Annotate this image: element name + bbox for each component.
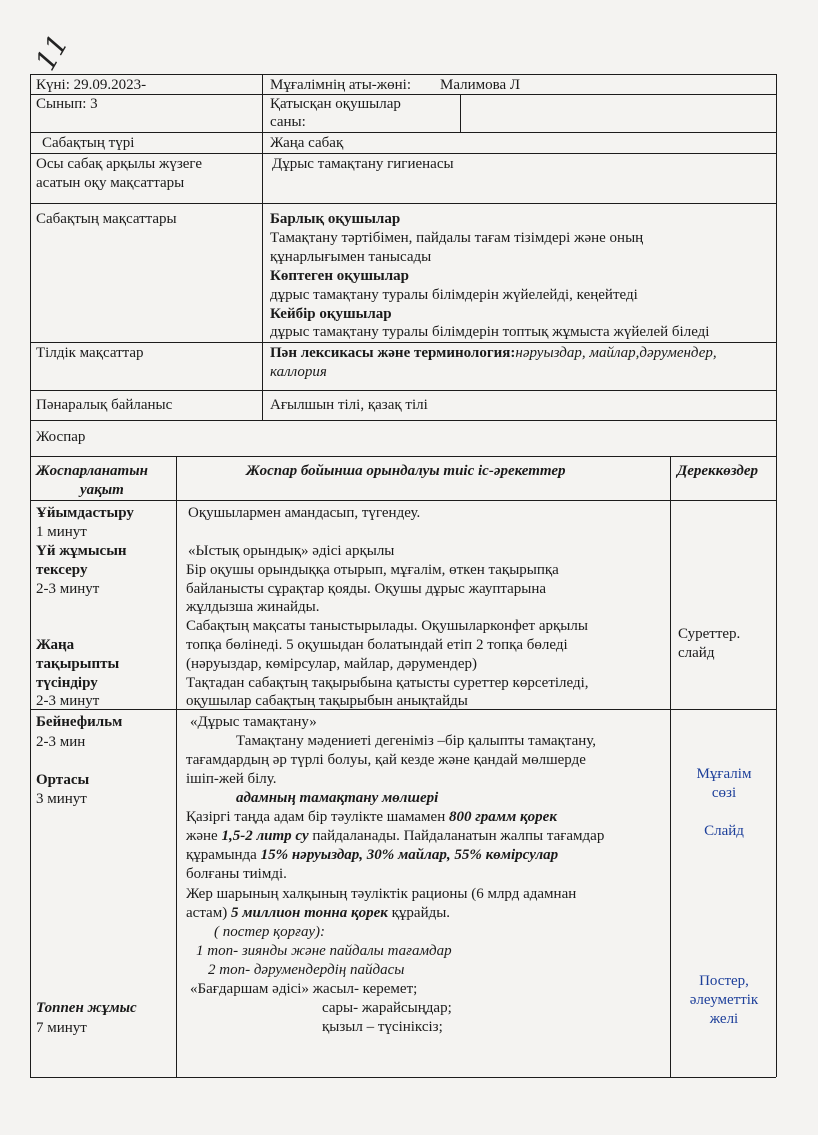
students-label-2: саны: bbox=[270, 114, 306, 130]
stage-new-topic-3: түсіндіру bbox=[36, 675, 98, 691]
teacher-name: Малимова Л bbox=[440, 77, 521, 93]
stage-new-topic-time: 2-3 минут bbox=[36, 693, 100, 709]
stage-film: Бейнефильм bbox=[36, 714, 123, 730]
stage1-source-1: Суреттер. bbox=[678, 626, 741, 642]
source-poster-1: Постер, bbox=[699, 973, 749, 989]
class-label: Сынып: 3 bbox=[36, 96, 98, 112]
objectives-many-text: дұрыс тамақтану туралы білімдерін жүйелейді, кеңейтеді bbox=[270, 287, 638, 303]
rule-col-b bbox=[460, 94, 461, 132]
stage-homework-1: Үй жұмысын bbox=[36, 543, 127, 559]
cross-curricular-value: Ағылшын тілі, қазақ тілі bbox=[270, 397, 428, 413]
rule-6 bbox=[30, 390, 776, 391]
stage-new-topic-1: Жаңа bbox=[36, 637, 75, 653]
stage2-p1-2: тағамдардың әр түрлі болуы, қай кезде және қандай мөлшерде bbox=[186, 752, 586, 768]
objectives-all-text-2: құнарлығымен танысады bbox=[270, 249, 432, 265]
stage2-group-1: 1 топ- зиянды және пайдалы тағамдар bbox=[196, 943, 452, 959]
header-actions: Жоспар бойынша орындалуы тиіс іс-әрекеттер bbox=[246, 463, 566, 479]
rule-bottom bbox=[30, 1077, 776, 1078]
stage2-p2-3a: құрамында bbox=[186, 847, 261, 863]
stage2-p3-2c: құрайды. bbox=[387, 905, 451, 921]
learning-goals-label-1: Осы сабақ арқылы жүзеге bbox=[36, 156, 203, 172]
stage-middle-time: 3 минут bbox=[36, 791, 87, 807]
cross-curricular-label: Пәнаралық байланыс bbox=[36, 397, 173, 413]
rule-3 bbox=[30, 153, 776, 154]
language-goals-italic-1: нәруыздар, майлар,дәрумендер, bbox=[515, 345, 717, 361]
objectives-all-title: Барлық оқушылар bbox=[270, 211, 401, 227]
stage2-p2-2b: 1,5-2 литр су bbox=[221, 828, 309, 844]
lesson-type-value: Жаңа сабақ bbox=[270, 135, 344, 151]
stage-org-time: 1 минут bbox=[36, 524, 87, 540]
stage-homework-2: тексеру bbox=[36, 562, 88, 578]
stage1-line-8: (нәруыздар, көмірсулар, майлар, дәрумендер) bbox=[186, 656, 477, 672]
stage-middle: Ортасы bbox=[36, 772, 90, 788]
rule-9 bbox=[30, 500, 776, 501]
objectives-some-text: дұрыс тамақтану туралы білімдерін топтық жұмыста жүйелей біледі bbox=[270, 324, 710, 340]
stage2-p2-3b: 15% нәруыздар, 30% майлар, 55% көмірсулар bbox=[260, 847, 559, 863]
stage1-line-7: топқа бөлінеді. 5 оқушыдан болатындай етіп 2 топқа бөледі bbox=[186, 637, 568, 653]
stage2-p1-1: Тамақтану мәдениеті дегеніміз –бір қалыпты тамақтану, bbox=[236, 733, 597, 749]
rule-8 bbox=[30, 456, 776, 457]
stage2-p2-2 bbox=[186, 827, 604, 846]
students-label-1: Қатысқан оқушылар bbox=[270, 96, 401, 112]
stage2-p2-4: болғаны тиімді. bbox=[186, 866, 287, 882]
stage2-p2-1a: Қазіргі таңда адам бір тәулікте шамамен bbox=[186, 809, 449, 825]
date: Күні: 29.09.2023- bbox=[36, 77, 147, 93]
rule-col-a bbox=[262, 74, 263, 420]
stage1-line-4: байланысты сұрақтар қояды. Оқушы дұрыс жауптарына bbox=[186, 581, 547, 597]
stage-homework-time: 2-3 минут bbox=[36, 581, 100, 597]
stage2-p1-3: ішіп-жей білу. bbox=[186, 771, 277, 787]
stage2-p3-2 bbox=[186, 904, 450, 923]
teacher-label: Мұғалімнің аты-жөні: bbox=[270, 77, 412, 93]
rule-5 bbox=[30, 342, 776, 343]
lesson-type-label: Сабақтың түрі bbox=[42, 135, 135, 151]
source-teacher-2: сөзі bbox=[711, 785, 737, 801]
rule-col-c bbox=[176, 456, 177, 1077]
header-sources: Дереккөздер bbox=[677, 463, 759, 479]
stage1-line-2: «Ыстық орындық» әдісі арқылы bbox=[188, 543, 395, 559]
stage2-p2-3 bbox=[186, 846, 558, 865]
stage2-p2-2a: және bbox=[186, 828, 222, 844]
stage1-line-3: Бір оқушы орындыққа отырып, мұғалім, өткен тақырыпқа bbox=[186, 562, 559, 578]
header-time-1: Жоспарланатын bbox=[36, 463, 148, 479]
stage2-poster: ( постер қорғау): bbox=[214, 924, 325, 940]
stage1-line-6: Сабақтың мақсаты таныстырылады. Оқушыларконфет арқылы bbox=[186, 618, 588, 634]
stage2-red: қызыл – түсініксіз; bbox=[322, 1019, 443, 1035]
language-goals-bold: Пән лексикасы және терминология: bbox=[270, 345, 516, 361]
learning-goals-value: Дұрыс тамақтану гигиенасы bbox=[272, 156, 454, 172]
objectives-many-title: Көптеген оқушылар bbox=[270, 268, 409, 284]
source-slide: Слайд bbox=[704, 823, 744, 839]
language-goals-italic-2: каллория bbox=[270, 364, 327, 380]
stage2-p2-1 bbox=[186, 808, 557, 827]
page-number-mark: 11 bbox=[28, 28, 76, 77]
stage-new-topic-2: тақырыпты bbox=[36, 656, 120, 672]
stage2-group-2: 2 топ- дәрумендердің пайдасы bbox=[208, 962, 405, 978]
stage2-p2-2c: пайдаланады. Пайдаланатын жалпы тағамдар bbox=[308, 828, 605, 844]
language-goals-line-1 bbox=[270, 344, 717, 363]
rule-col-d bbox=[670, 456, 671, 1077]
stage2-method: «Бағдаршам әдісі» жасыл- керемет; bbox=[190, 981, 418, 997]
plan-label: Жоспар bbox=[36, 429, 86, 445]
objectives-all-text-1: Тамақтану тәртібімен, пайдалы тағам тізімдері және оның bbox=[270, 230, 644, 246]
stage1-line-10: оқушылар сабақтың тақырыбын анықтайды bbox=[186, 693, 468, 709]
stage2-p2-1b: 800 грамм қорек bbox=[448, 809, 557, 825]
objectives-some-title: Кейбір оқушылар bbox=[270, 306, 392, 322]
stage-film-time: 2-3 мин bbox=[36, 734, 86, 750]
rule-4 bbox=[30, 203, 776, 204]
rule-top bbox=[30, 74, 776, 75]
stage2-yellow: сары- жарайсыңдар; bbox=[322, 1000, 452, 1016]
stage1-line-9: Тақтадан сабақтың тақырыбына қатысты суреттер көрсетіледі, bbox=[186, 675, 589, 691]
stage2-p3-1: Жер шарының халқының тәуліктік рационы (6 млрд адамнан bbox=[186, 886, 577, 902]
source-poster-3: желі bbox=[709, 1011, 739, 1027]
learning-goals-label-2: асатын оқу мақсаттары bbox=[36, 175, 185, 191]
rule-2 bbox=[30, 132, 776, 133]
stage1-source-2: слайд bbox=[678, 645, 715, 661]
stage-group-work-time: 7 минут bbox=[36, 1020, 87, 1036]
rule-right bbox=[776, 74, 777, 1077]
objectives-label: Сабақтың мақсаттары bbox=[36, 211, 177, 227]
header-time-2: уақыт bbox=[80, 482, 124, 498]
stage2-p3-2b: 5 миллион тонна қорек bbox=[230, 905, 388, 921]
rule-7 bbox=[30, 420, 776, 421]
source-poster-2: әлеуметтік bbox=[689, 992, 759, 1008]
rule-left bbox=[30, 74, 31, 1077]
stage2-p3-2a: астам) bbox=[186, 905, 231, 921]
stage1-line-5: жұлдызша жинайды. bbox=[186, 599, 320, 615]
language-goals-label: Тілдік мақсаттар bbox=[36, 345, 144, 361]
stage2-title: «Дұрыс тамақтану» bbox=[190, 714, 317, 730]
stage-org: Ұйымдастыру bbox=[36, 505, 134, 521]
stage-group-work: Топпен жұмыс bbox=[36, 1000, 137, 1016]
source-teacher-1: Мұғалім bbox=[696, 766, 752, 782]
stage1-line-1: Оқушылармен амандасып, түгендеу. bbox=[188, 505, 421, 521]
stage2-subtitle: адамның тамақтану мөлшері bbox=[236, 790, 439, 806]
